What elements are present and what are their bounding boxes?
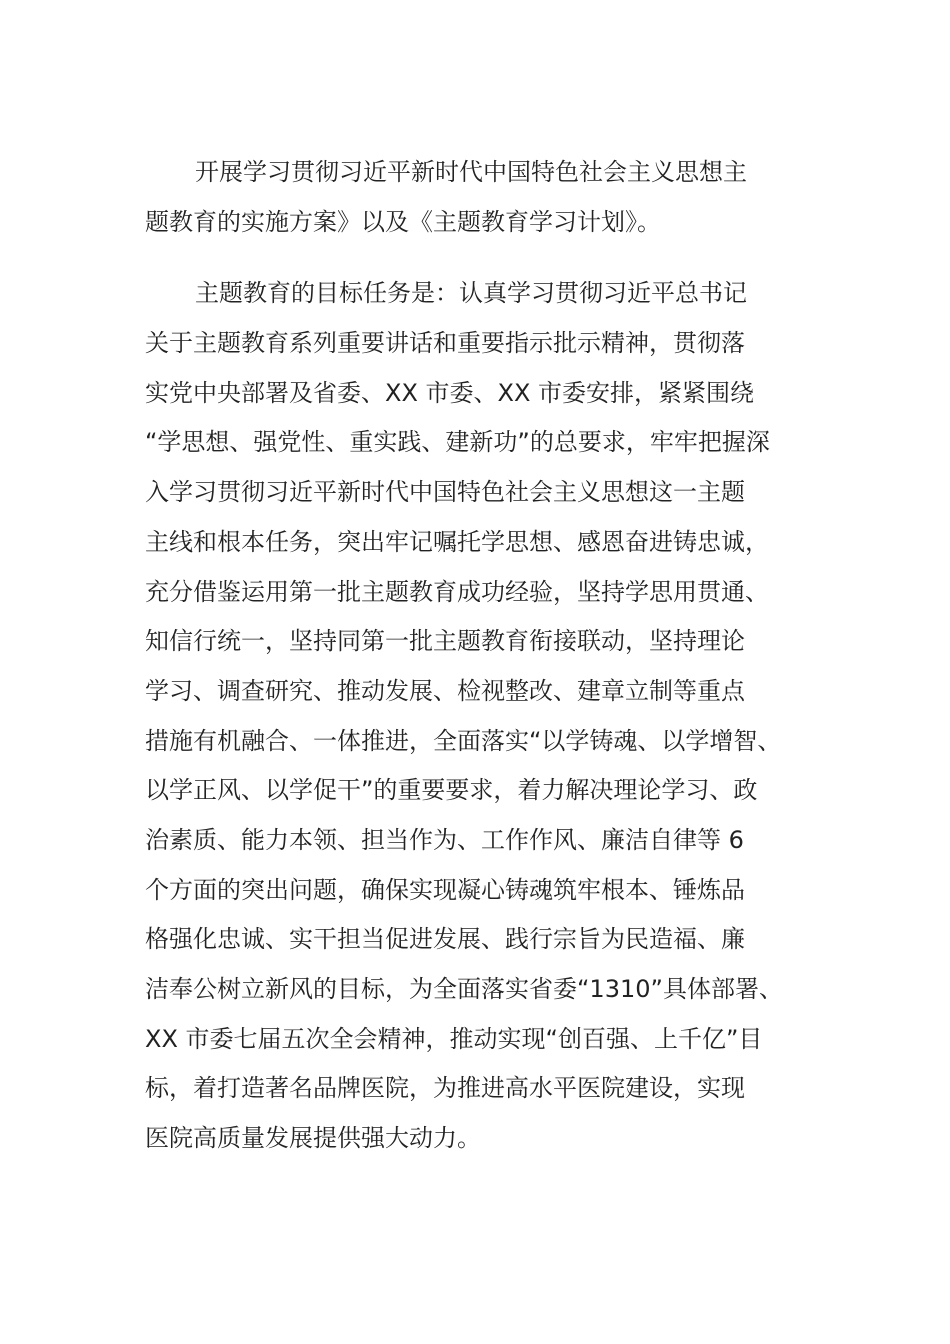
paragraph-1: [145, 148, 810, 247]
text-line: 实党中央部署及省委、XX 市委、XX 市委安排，紧紧围绕: [145, 378, 755, 407]
text-line: 题教育的实施方案》以及《主题教育学习计划》。: [145, 207, 661, 236]
paragraph-2: [145, 269, 810, 1163]
text-line: 主线和根本任务，突出牢记嘱托学思想、感恩奋进铸忠诚，: [145, 527, 769, 556]
text-line: 个方面的突出问题，确保实现凝心铸魂筑牢根本、锤炼品: [145, 875, 745, 904]
text-line: 知信行统一，坚持同第一批主题教育衔接联动，坚持理论: [145, 627, 745, 656]
text-line: 医院高质量发展提供强大动力。: [145, 1124, 481, 1153]
text-line: 入学习贯彻习近平新时代中国特色社会主义思想这一主题: [145, 478, 745, 507]
text-line: XX 市委七届五次全会精神，推动实现“创百强、上千亿”目: [145, 1024, 763, 1053]
text-line: 关于主题教育系列重要讲话和重要指示批示精神，贯彻落: [145, 329, 745, 358]
text-line: 学习、调查研究、推动发展、检视整改、建章立制等重点: [145, 676, 745, 705]
text-line: 标，着打造著名品牌医院，为推进高水平医院建设，实现: [145, 1074, 745, 1103]
document-body: [145, 148, 810, 1164]
text-line: 洁奉公树立新风的目标，为全面落实省委“1310”具体部署、: [145, 975, 783, 1003]
text-line: 以学正风、以学促干”的重要要求，着力解决理论学习、政: [145, 776, 758, 805]
text-line: “学思想、强党性、重实践、建新功”的总要求，牢牢把握深: [145, 428, 770, 457]
text-line: 充分借鉴运用第一批主题教育成功经验，坚持学思用贯通、: [145, 577, 769, 606]
text-line: 开展学习贯彻习近平新时代中国特色社会主义思想主: [195, 158, 747, 186]
paragraph-spacing: [145, 247, 810, 269]
text-line: 治素质、能力本领、担当作为、工作作风、廉洁自律等 6: [145, 825, 744, 854]
text-line: 格强化忠诚、实干担当促进发展、践行宗旨为民造福、廉: [145, 925, 745, 954]
text-line: 措施有机融合、一体推进，全面落实“以学铸魂、以学增智、: [145, 726, 782, 755]
text-line: 主题教育的目标任务是：认真学习贯彻习近平总书记: [195, 279, 747, 308]
